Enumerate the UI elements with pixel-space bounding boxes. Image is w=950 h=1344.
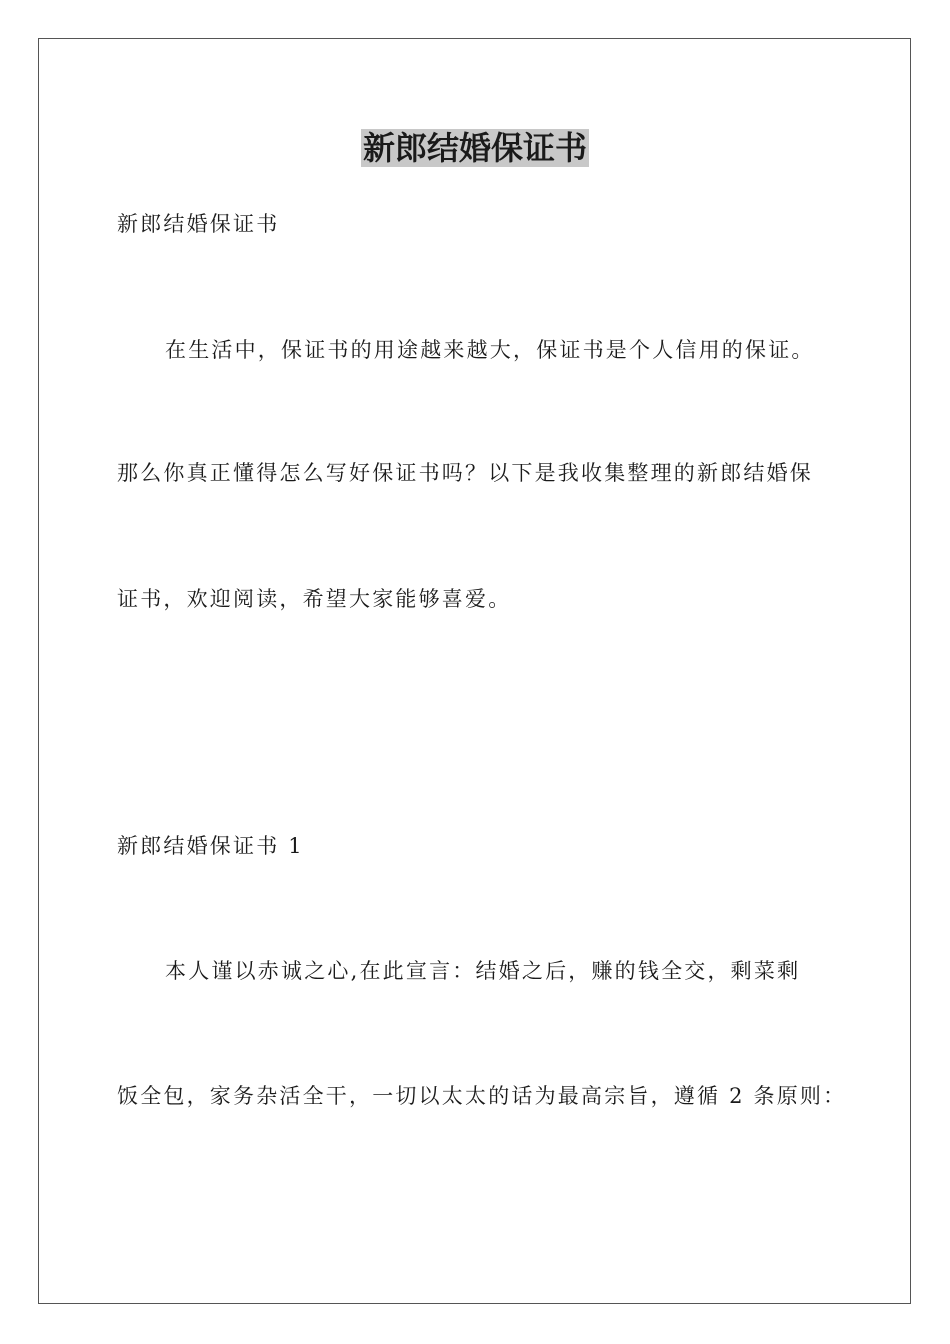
section-line-1: 本人谨以赤诚之心,在此宣言：结婚之后，赚的钱全交，剩菜剩 [165, 959, 801, 983]
section-heading: 新郎结婚保证书 1 [117, 834, 304, 858]
intro-line-1: 在生活中，保证书的用途越来越大，保证书是个人信用的保证。 [165, 338, 815, 362]
document-title [0, 127, 950, 169]
document-title-text: 新郎结婚保证书 [362, 129, 587, 167]
intro-line-2: 那么你真正懂得怎么写好保证书吗？以下是我收集整理的新郎结婚保 [117, 461, 813, 485]
section-line-2: 饭全包，家务杂活全干，一切以太太的话为最高宗旨，遵循 2 条原则： [117, 1084, 847, 1108]
intro-line-3: 证书，欢迎阅读，希望大家能够喜爱。 [117, 587, 512, 611]
document-subtitle: 新郎结婚保证书 [117, 212, 280, 236]
